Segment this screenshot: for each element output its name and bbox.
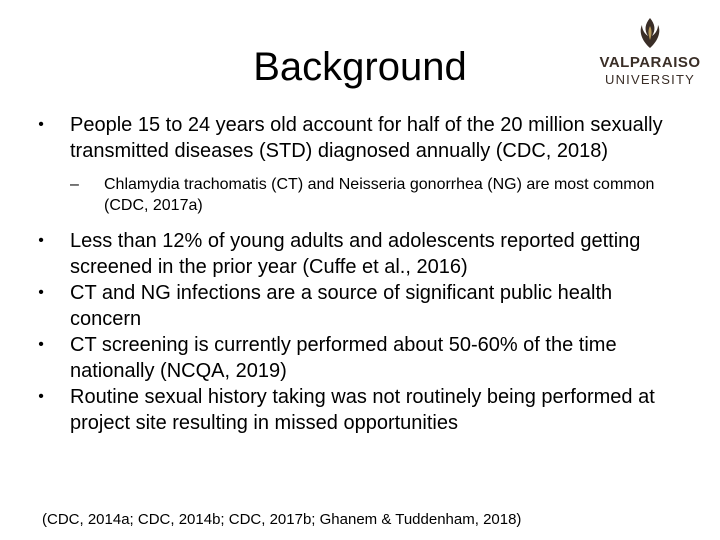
torch-flame-icon bbox=[636, 16, 664, 50]
sub-bullet-item bbox=[26, 174, 686, 216]
sub-bullet-marker: – bbox=[70, 176, 79, 193]
bullet-item bbox=[26, 332, 686, 384]
bullet-text: CT and NG infections are a source of significant public health concern bbox=[70, 282, 613, 330]
bullet-text: CT screening is currently performed about 50-60% of the time nationally (NCQA, 2019) bbox=[70, 334, 617, 382]
bullet-list bbox=[26, 112, 686, 436]
bullet-item bbox=[26, 280, 686, 332]
bullet-text: Routine sexual history taking was not routinely being performed at project site resulting in missed opportunities bbox=[70, 386, 655, 434]
citation-footer: (CDC, 2014a; CDC, 2014b; CDC, 2017b; Ghanem & Tuddenham, 2018) bbox=[42, 511, 522, 528]
bullet-item bbox=[26, 112, 686, 164]
sub-bullet-text: Chlamydia trachomatis (CT) and Neisseria gonorrhea (NG) are most common (CDC, 2017a) bbox=[104, 176, 655, 214]
bullet-text: People 15 to 24 years old account for half of the 20 million sexually transmitted diseases (STD) diagnosed annually (CDC, 2018) bbox=[70, 114, 663, 162]
bullet-marker: • bbox=[38, 232, 44, 249]
bullet-item bbox=[26, 384, 686, 436]
bullet-marker: • bbox=[38, 284, 44, 301]
logo-wordmark: VALPARAISO bbox=[599, 54, 701, 71]
valparaiso-university-logo bbox=[598, 16, 702, 90]
logo-subtitle: UNIVERSITY bbox=[604, 72, 695, 87]
bullet-marker: • bbox=[38, 388, 44, 405]
bullet-item bbox=[26, 228, 686, 280]
bullet-marker: • bbox=[38, 336, 44, 353]
bullet-marker: • bbox=[38, 116, 44, 133]
bullet-text: Less than 12% of young adults and adolescents reported getting screened in the prior year (Cuffe et al., 2016) bbox=[70, 230, 641, 278]
slide-title: Background bbox=[253, 45, 467, 89]
